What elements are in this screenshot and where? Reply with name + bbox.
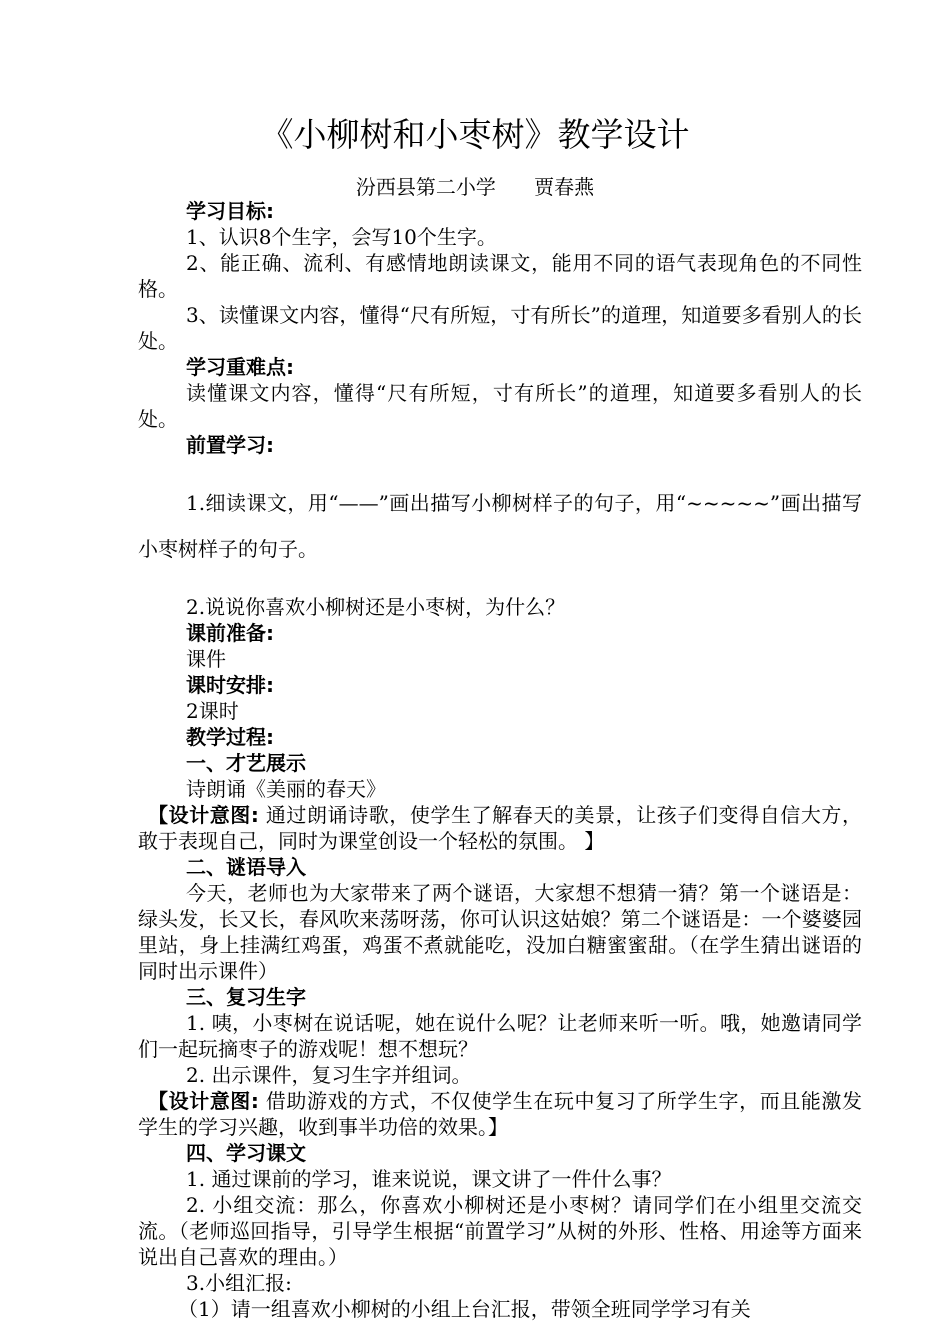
- part1-design-intent: [138, 802, 862, 854]
- objective-item: 1、认识8个生字，会写10个生字。: [186, 225, 497, 249]
- key-points-heading: 学习重难点:: [186, 355, 294, 379]
- part1-heading: 一、才艺展示: [186, 751, 306, 775]
- objective-item: 3、读懂课文内容，懂得“尺有所短，寸有所长”的道理，知道要多看别人的长处。: [138, 303, 862, 353]
- design-intent-text: 借助游戏的方式，不仅使学生在玩中复习了所学生字，而且能激发学生的学习兴趣，收到事半功倍的效果。】: [138, 1089, 862, 1139]
- author-line: 汾西县第二小学 贾春燕: [355, 175, 595, 199]
- objective-item: 2、能正确、流利、有感情地朗读课文，能用不同的语气表现角色的不同性格。: [138, 251, 862, 301]
- part3-design-intent: [138, 1088, 862, 1140]
- part3-heading: 三、复习生字: [186, 985, 306, 1009]
- part4-heading: 四、学习课文: [186, 1141, 306, 1165]
- part2-heading: 二、谜语导入: [186, 855, 306, 879]
- part2-text: 今天，老师也为大家带来了两个谜语，大家想不想猜一猜？第一个谜语是：绿头发，长又长，春风吹来荡呀荡，你可认识这姑娘？第二个谜语是：一个婆婆园里站，身上挂满红鸡蛋，鸡蛋不煮就能吃，没加白糖蜜蜜甜。（在学生猜出谜语的同时出示课件）: [138, 881, 862, 983]
- design-intent-label: 【设计意图:: [148, 803, 259, 827]
- part1-text: 诗朗诵《美丽的春天》: [186, 777, 386, 801]
- part4-item-1: 1. 通过课前的学习，谁来说说，课文讲了一件什么事？: [186, 1167, 672, 1191]
- design-intent-label: 【设计意图:: [148, 1089, 259, 1113]
- objectives-heading: 学习目标:: [186, 199, 274, 223]
- process-heading: 教学过程:: [186, 725, 274, 749]
- part3-item-1: 1. 咦，小枣树在说话呢，她在说什么呢？让老师来听一听。哦，她邀请同学们一起玩摘枣子的游戏呢！想不想玩？: [138, 1011, 862, 1061]
- document-body: [138, 198, 862, 1322]
- prep-text: 课件: [186, 647, 226, 671]
- preview-item-1: 1.细读课文，用“——”画出描写小柳树样子的句子，用“~~~~~”画出描写小枣树样子的句子。: [138, 491, 862, 561]
- time-heading: 课时安排:: [186, 673, 274, 697]
- part4-item-2: 2. 小组交流：那么，你喜欢小柳树还是小枣树？请同学们在小组里交流交流。（老师巡回指导，引导学生根据“前置学习”从树的外形、性格、用途等方面来说出自己喜欢的理由。）: [138, 1193, 862, 1269]
- part4-item-3-1: （1）请一组喜欢小柳树的小组上台汇报，带领全班同学学习有关: [178, 1297, 751, 1321]
- time-text: 2课时: [186, 699, 239, 723]
- key-points-text: 读懂课文内容，懂得“尺有所短，寸有所长”的道理，知道要多看别人的长处。: [138, 381, 862, 431]
- part3-item-2: 2. 出示课件，复习生字并组词。: [186, 1063, 472, 1087]
- prep-heading: 课前准备:: [186, 621, 274, 645]
- document-title: 《小柳树和小枣树》教学设计: [260, 115, 690, 154]
- preview-heading: 前置学习:: [186, 433, 274, 457]
- part4-item-3: 3.小组汇报:: [186, 1271, 292, 1295]
- preview-item-2: 2.说说你喜欢小柳树还是小枣树，为什么？: [186, 595, 566, 619]
- design-intent-text: 通过朗诵诗歌，使学生了解春天的美景，让孩子们变得自信大方，敢于表现自己，同时为课堂创设一个轻松的氛围。 】: [138, 803, 862, 853]
